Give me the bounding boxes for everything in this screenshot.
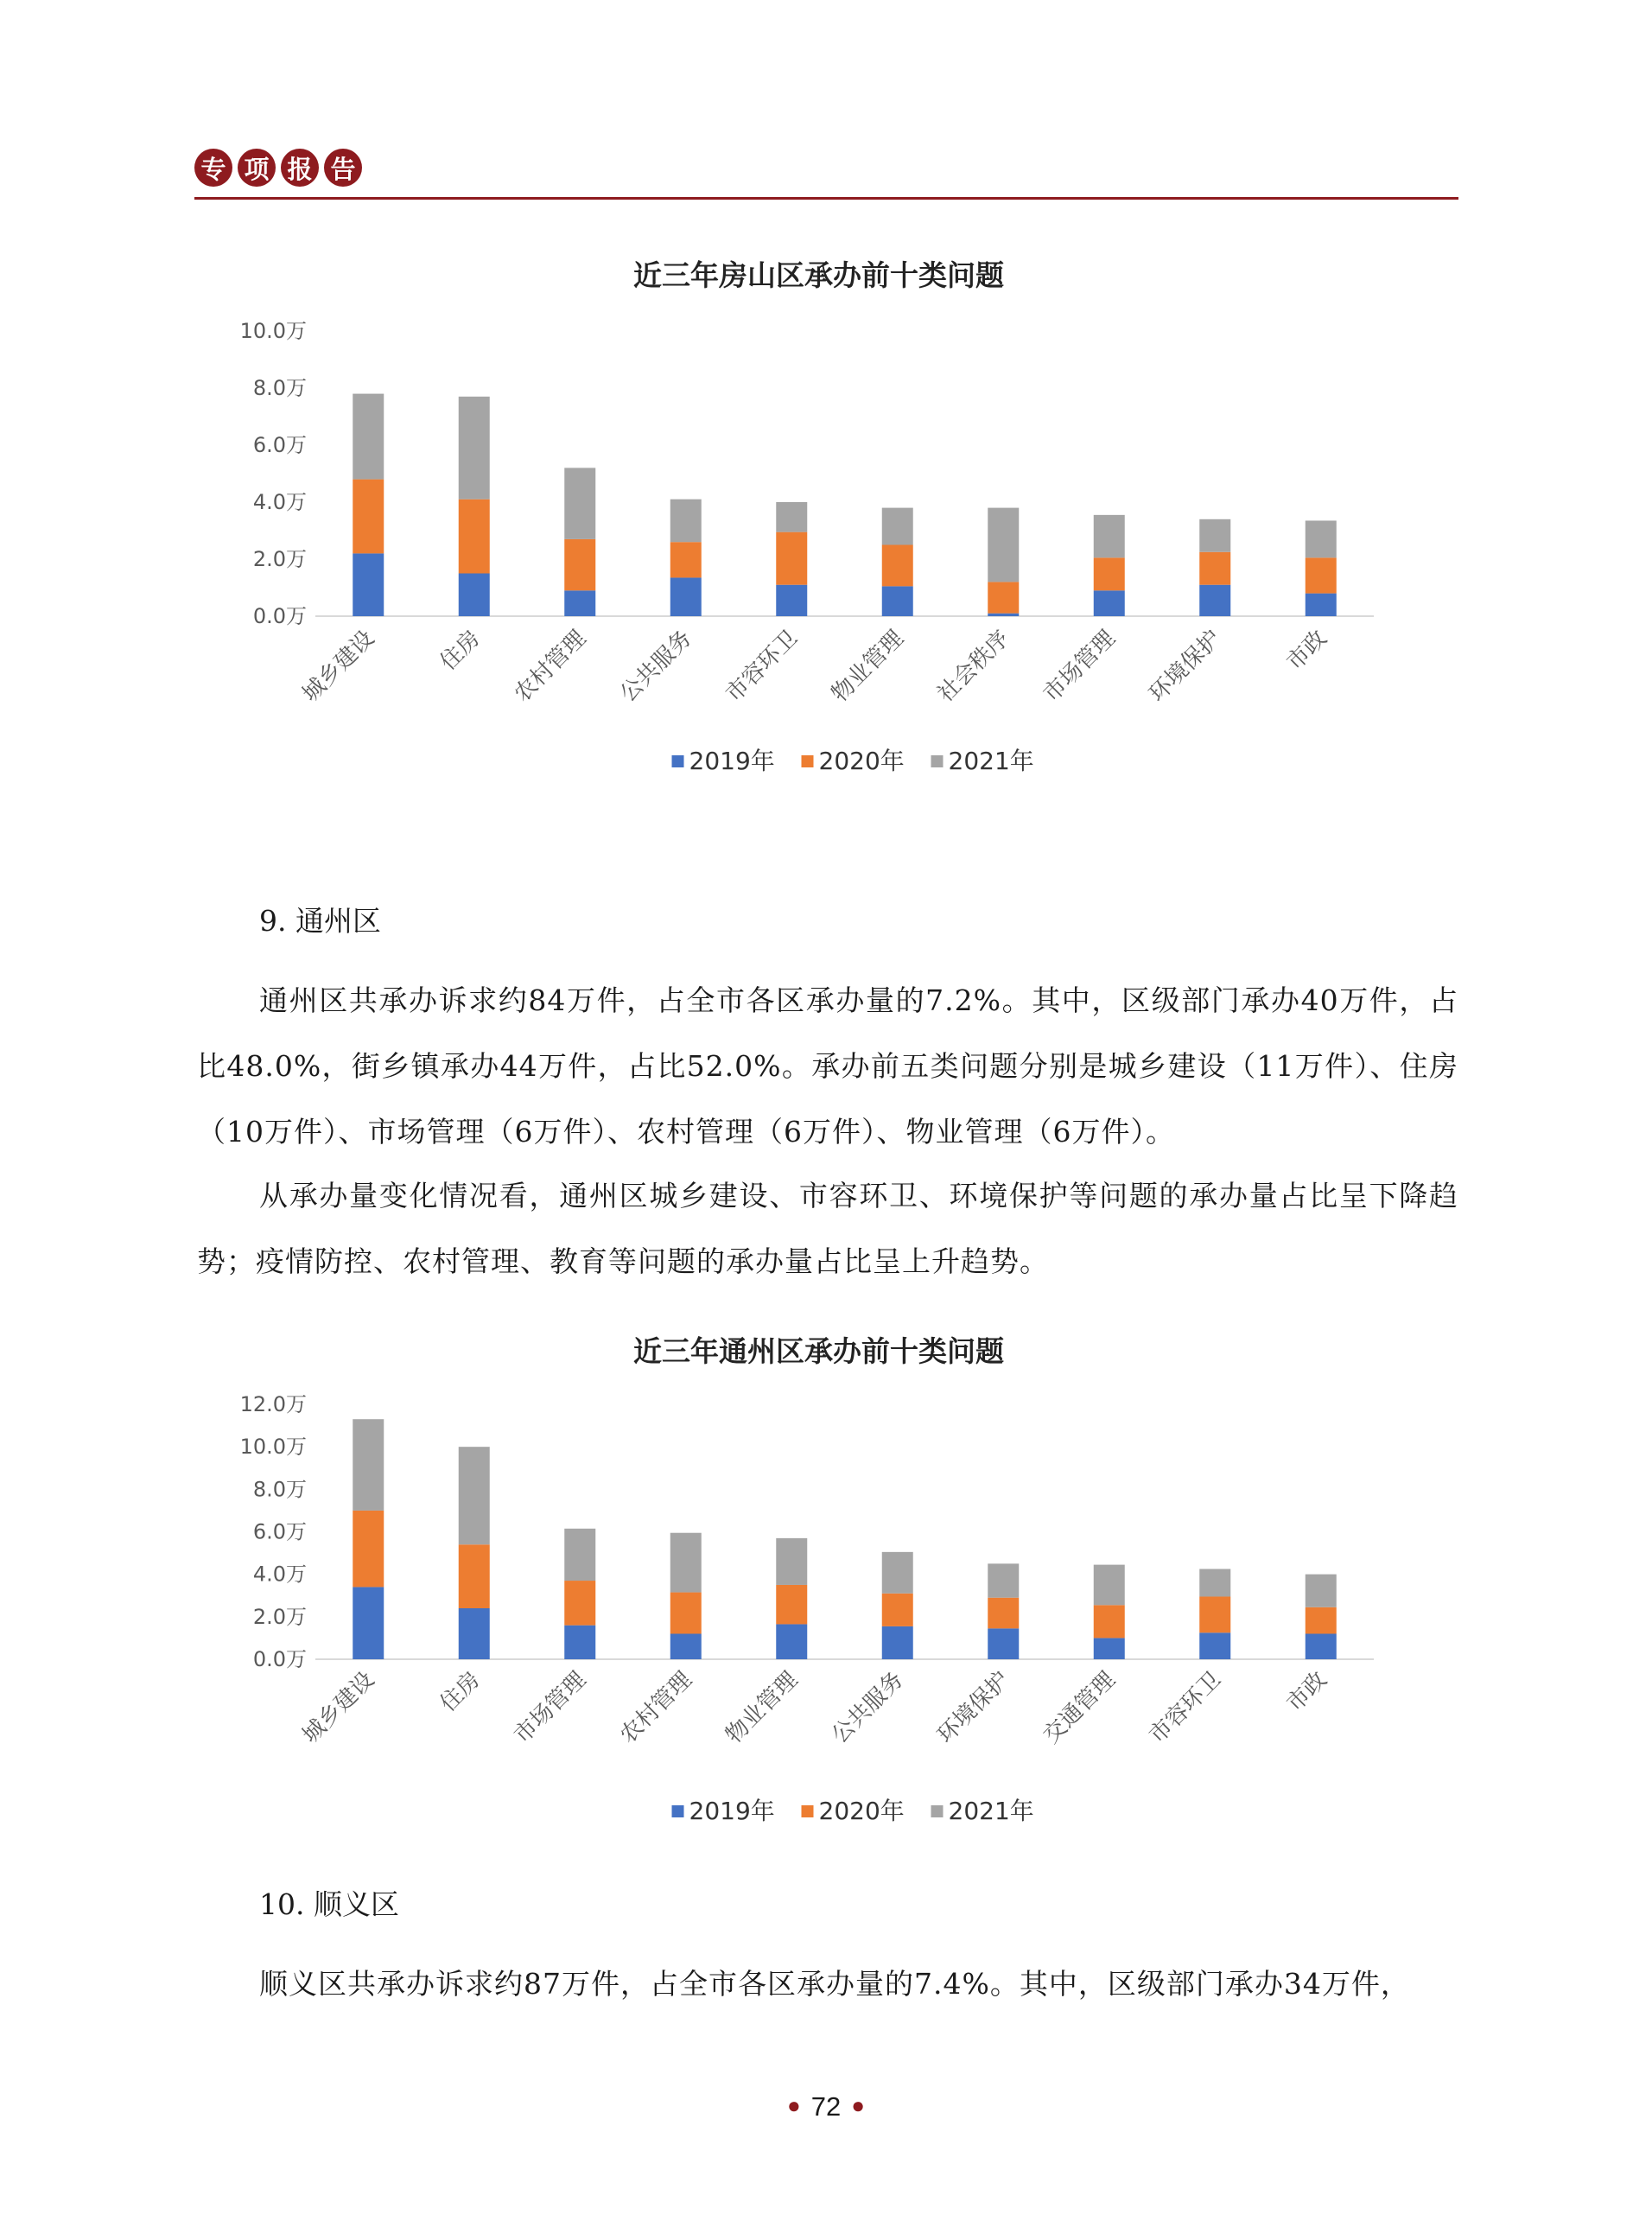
- bar-segment: [353, 480, 384, 554]
- x-category-label: 农村管理: [614, 1666, 697, 1749]
- legend-label: 2021年: [948, 747, 1034, 775]
- bar-segment: [776, 1538, 807, 1585]
- legend-label: 2019年: [689, 747, 775, 775]
- header-rule: [194, 197, 1458, 200]
- bar-segment: [776, 1585, 807, 1624]
- paragraph-tongzhou-summary: 通州区共承办诉求约84万件，占全市各区承办量的7.2%。其中，区级部门承办40万件，占比48.0%，街乡镇承办44万件，占比52.0%。承办前五类问题分别是城乡建设（11万件）、住房（10万件）、市场管理（6万件）、农村管理（6万件）、物业管理（6万件）。: [197, 983, 1458, 1149]
- x-category-label: 环境保护: [1144, 625, 1227, 708]
- bar-segment: [1306, 1607, 1337, 1634]
- bar-segment: [353, 394, 384, 480]
- fangshan-chart: [194, 242, 1460, 812]
- badge-char: 报: [281, 149, 319, 187]
- bar-segment: [1199, 585, 1230, 616]
- bar-segment: [988, 1563, 1019, 1597]
- bar-segment: [882, 1552, 913, 1594]
- section-heading-shunyi: 10. 顺义区: [259, 1887, 399, 1921]
- badge-char: 项: [238, 149, 276, 187]
- legend-swatch: [672, 1805, 684, 1817]
- x-category-label: 物业管理: [721, 1666, 804, 1749]
- bar-segment: [988, 614, 1019, 616]
- bar-segment: [882, 1594, 913, 1626]
- bar-segment: [1094, 1565, 1125, 1606]
- bar-segment: [988, 508, 1019, 582]
- x-category-label: 市政: [1281, 625, 1332, 676]
- bar-segment: [776, 502, 807, 532]
- bar-segment: [353, 1511, 384, 1588]
- legend-label: 2020年: [818, 747, 905, 775]
- x-category-label: 市容环卫: [1144, 1666, 1227, 1749]
- x-category-label: 市场管理: [509, 1666, 592, 1749]
- y-tick-label: 10.0万: [239, 1435, 307, 1460]
- x-category-label: 市容环卫: [721, 625, 804, 708]
- page-number: 72: [810, 2091, 842, 2122]
- bar-segment: [459, 397, 490, 500]
- bar-segment: [564, 539, 595, 590]
- legend-label: 2021年: [948, 1797, 1034, 1825]
- y-tick-label: 0.0万: [252, 1647, 307, 1671]
- y-tick-label: 0.0万: [252, 604, 307, 628]
- bar-segment: [1094, 1638, 1125, 1659]
- bar-segment: [1306, 594, 1337, 616]
- bar-segment: [459, 1608, 490, 1659]
- legend-swatch: [802, 1805, 814, 1817]
- bar-segment: [1306, 1575, 1337, 1607]
- bullet-icon: ●: [851, 2092, 865, 2118]
- bar-segment: [776, 585, 807, 616]
- bar-segment: [353, 1587, 384, 1659]
- section-badge: [194, 149, 362, 187]
- chart-title: 近三年通州区承办前十类问题: [633, 1334, 1004, 1368]
- bar-segment: [670, 500, 702, 543]
- legend-label: 2019年: [689, 1797, 775, 1825]
- x-category-label: 城乡建设: [297, 625, 380, 708]
- x-category-label: 交通管理: [1038, 1666, 1121, 1749]
- y-tick-label: 10.0万: [239, 319, 307, 343]
- y-tick-label: 8.0万: [252, 1477, 307, 1502]
- bar-segment: [353, 553, 384, 616]
- bar-segment: [1199, 1569, 1230, 1597]
- paragraph-shunyi-summary: 顺义区共承办诉求约87万件，占全市各区承办量的7.4%。其中，区级部门承办34万件，: [259, 1967, 1410, 2001]
- bar-segment: [459, 500, 490, 574]
- badge-char: 专: [194, 149, 232, 187]
- bar-segment: [459, 1544, 490, 1608]
- bar-segment: [670, 1533, 702, 1593]
- y-tick-label: 8.0万: [252, 376, 307, 400]
- x-category-label: 市政: [1281, 1666, 1332, 1717]
- legend-swatch: [802, 755, 814, 767]
- bar-segment: [564, 468, 595, 539]
- bar-segment: [353, 1419, 384, 1511]
- x-category-label: 农村管理: [509, 625, 592, 708]
- bar-segment: [776, 1624, 807, 1659]
- bar-segment: [670, 1634, 702, 1660]
- bar-segment: [564, 590, 595, 616]
- section-heading-tongzhou: 9. 通州区: [259, 904, 381, 938]
- bar-segment: [1199, 1596, 1230, 1632]
- bar-segment: [564, 1626, 595, 1659]
- bar-segment: [988, 1598, 1019, 1629]
- x-category-label: 社会秩序: [932, 625, 1015, 708]
- bar-segment: [1094, 557, 1125, 590]
- bar-segment: [459, 574, 490, 617]
- legend-swatch: [931, 755, 944, 767]
- legend-label: 2020年: [818, 1797, 905, 1825]
- x-category-label: 住房: [435, 1666, 486, 1717]
- paragraph-tongzhou-trend: 从承办量变化情况看，通州区城乡建设、市容环卫、环境保护等问题的承办量占比呈下降趋势；疫情防控、农村管理、教育等问题的承办量占比呈上升趋势。: [197, 1179, 1458, 1278]
- bar-segment: [670, 542, 702, 577]
- bar-segment: [1094, 1605, 1125, 1638]
- bar-segment: [1306, 1634, 1337, 1660]
- legend-swatch: [672, 755, 684, 767]
- legend-swatch: [931, 1805, 944, 1817]
- y-tick-label: 4.0万: [252, 490, 307, 514]
- y-tick-label: 6.0万: [252, 1519, 307, 1544]
- bar-segment: [459, 1447, 490, 1544]
- x-category-label: 物业管理: [826, 625, 909, 708]
- y-tick-label: 2.0万: [252, 1604, 307, 1629]
- bar-segment: [564, 1581, 595, 1626]
- bar-segment: [1199, 552, 1230, 585]
- y-tick-label: 12.0万: [239, 1392, 307, 1416]
- bar-segment: [670, 1593, 702, 1634]
- x-category-label: 住房: [435, 625, 486, 676]
- bar-segment: [882, 508, 913, 545]
- bar-segment: [882, 586, 913, 616]
- bar-segment: [776, 532, 807, 585]
- bar-segment: [1199, 519, 1230, 552]
- y-tick-label: 2.0万: [252, 547, 307, 571]
- bar-segment: [882, 545, 913, 587]
- bullet-icon: ●: [787, 2092, 801, 2118]
- bar-segment: [1199, 1632, 1230, 1659]
- tongzhou-chart: [194, 1318, 1460, 1836]
- bar-segment: [564, 1529, 595, 1581]
- page-footer: [0, 2091, 1652, 2122]
- bar-segment: [1094, 590, 1125, 616]
- bar-segment: [670, 577, 702, 616]
- bar-segment: [1306, 520, 1337, 557]
- x-category-label: 城乡建设: [297, 1666, 380, 1749]
- bar-segment: [882, 1626, 913, 1659]
- badge-char: 告: [324, 149, 362, 187]
- chart-title: 近三年房山区承办前十类问题: [633, 258, 1004, 292]
- x-category-label: 公共服务: [614, 625, 697, 708]
- y-tick-label: 6.0万: [252, 433, 307, 457]
- x-category-label: 市场管理: [1038, 625, 1121, 708]
- x-category-label: 公共服务: [826, 1666, 909, 1749]
- y-tick-label: 4.0万: [252, 1562, 307, 1587]
- bar-segment: [988, 1628, 1019, 1659]
- x-category-label: 环境保护: [932, 1666, 1015, 1749]
- bar-segment: [1306, 557, 1337, 593]
- bar-segment: [988, 582, 1019, 613]
- bar-segment: [1094, 515, 1125, 558]
